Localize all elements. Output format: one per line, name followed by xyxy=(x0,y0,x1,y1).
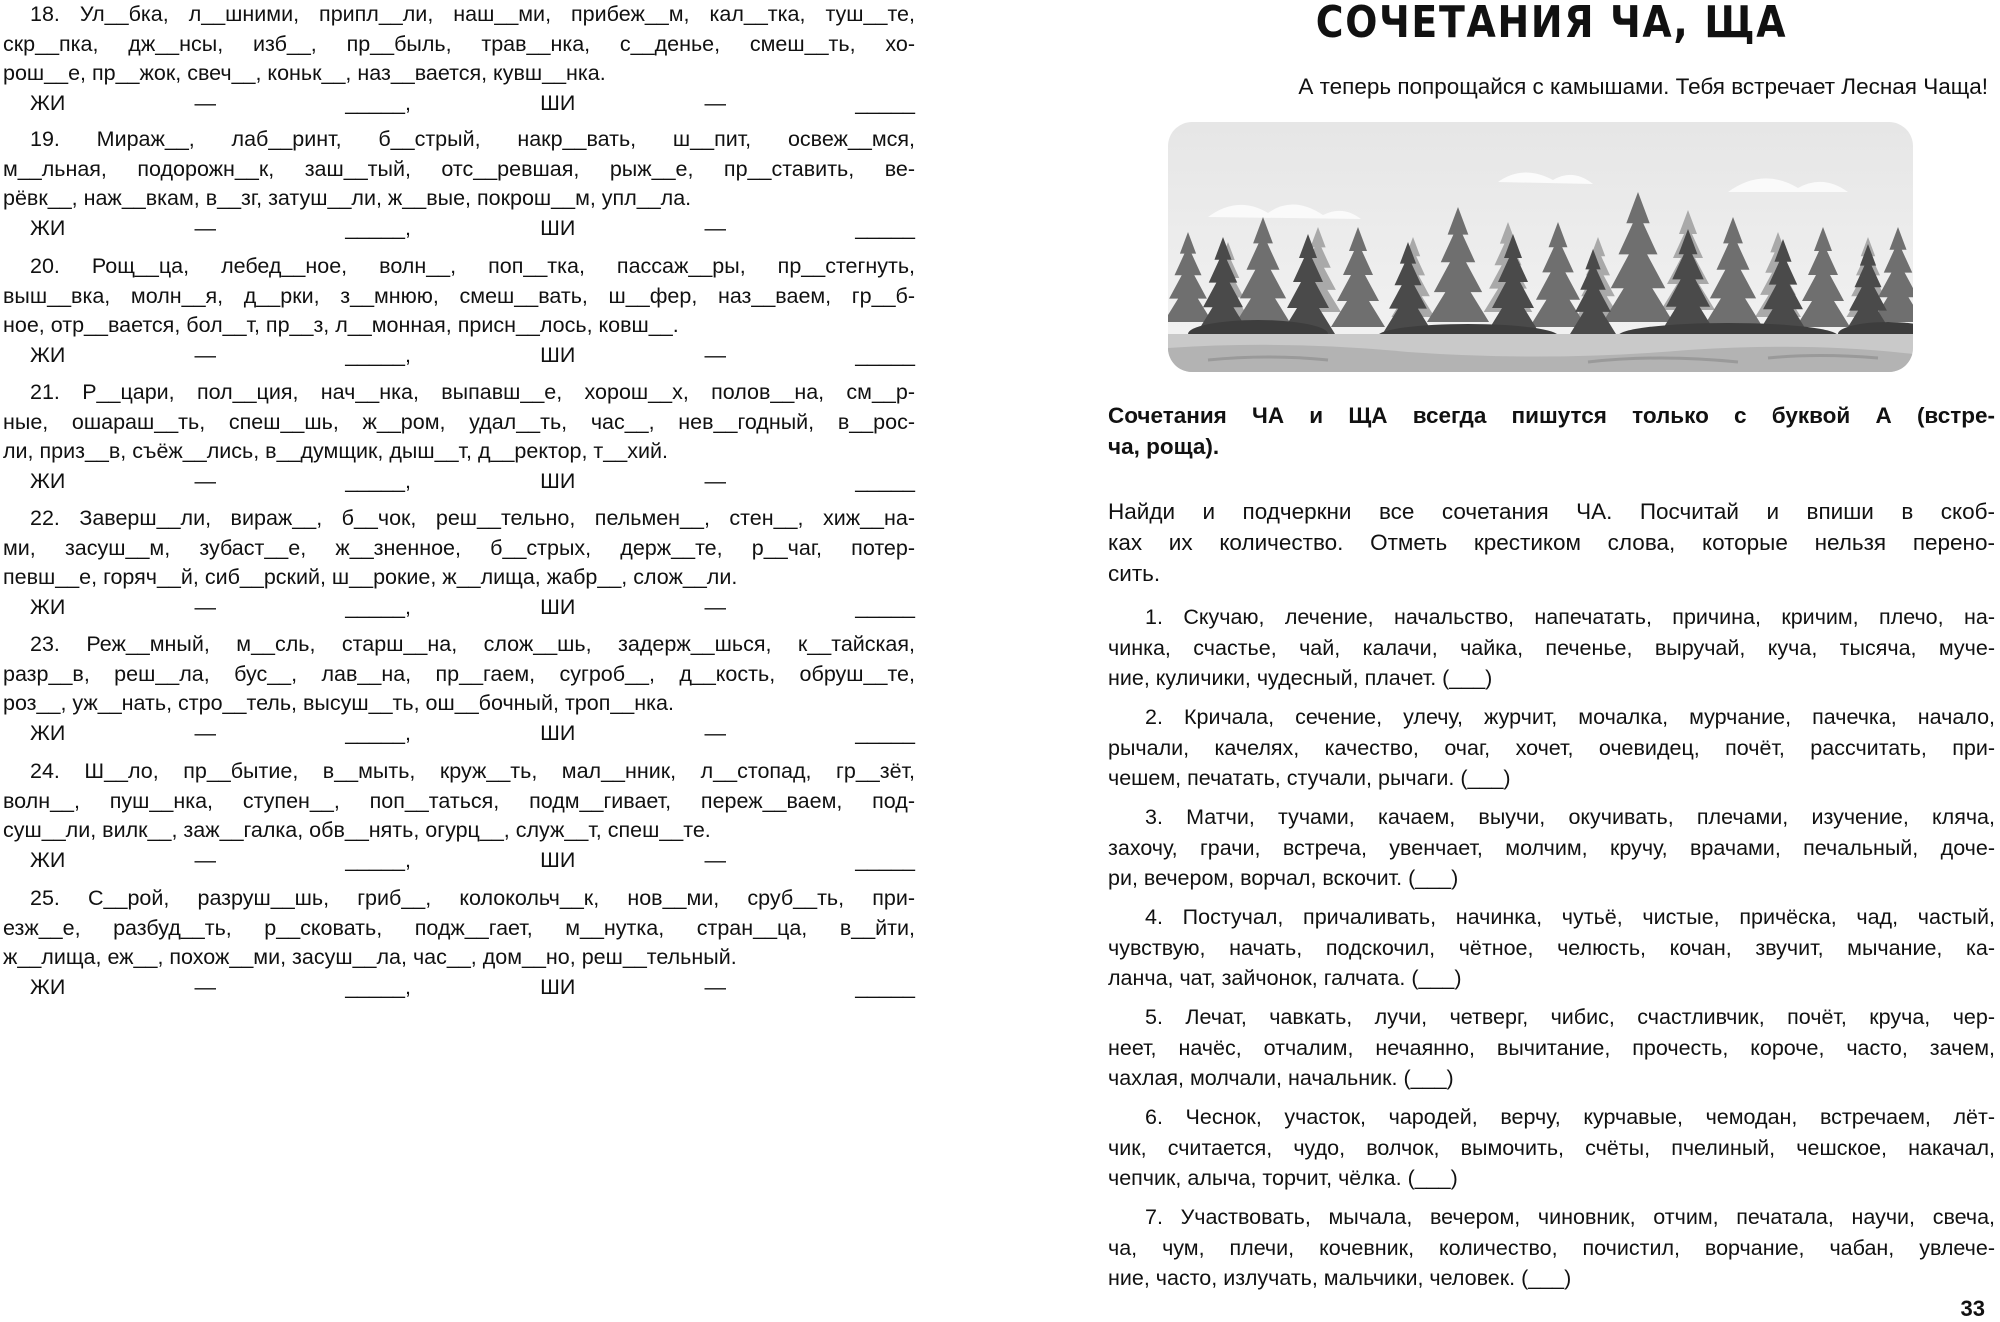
page-title: СОЧЕТАНИЯ ЧА, ЩА xyxy=(1315,0,1788,48)
exercise-line: 24. Ш__ло, пр__бытие, в__мыть, круж__ть, мал__нник, л__стопад, гр__зёт, xyxy=(30,759,915,783)
exercise-line: ли, приз__в, съёж__лись, в__думщик, дыш__т, д__ректор, т__хий. xyxy=(3,439,668,463)
word-list-line: чепчик, алыча, торчит, чёлка. (___) xyxy=(1108,1166,1458,1190)
exercise-line: выш__вка, молн__я, д__рки, з__мнюю, смеш__вать, ш__фер, наз__ваем, гр__б- xyxy=(3,283,915,308)
exercise-line: ж__лища, еж__, похож__ми, засуш__ла, час__, дом__но, реш__тельный. xyxy=(3,945,737,969)
exercise-line: 18. Ул__бка, л__шними, припл__ли, наш__ми, прибеж__м, кал__тка, туш__те, xyxy=(30,2,915,26)
exercise-line: суш__ли, вилк__, заж__галка, обв__нять, огурц__, служ__т, спеш__те. xyxy=(3,818,711,842)
word-list-line: рычали, качелях, качество, очаг, хочет, очевидец, почёт, рассчитать, при- xyxy=(1108,735,1995,760)
exercise-22 xyxy=(3,504,915,621)
word-list-item-2 xyxy=(1108,702,1995,794)
exercise-25 xyxy=(3,884,915,1001)
exercise-line: роз__, уж__нать, стро__тель, высуш__ть, ош__бочный, троп__нка. xyxy=(3,691,674,715)
rule-block xyxy=(1108,400,1995,462)
task-line: сить. xyxy=(1108,561,1161,586)
word-list-line: неет, начёс, отчалим, нечаянно, вычитание, прочесть, короче, часто, зачем, xyxy=(1108,1035,1995,1060)
task-instructions xyxy=(1108,496,1995,589)
task-line: Найди и подчеркни все сочетания ЧА. Посчитай и впиши в скоб- xyxy=(1108,499,1995,524)
word-list-item-6 xyxy=(1108,1102,1995,1194)
word-list-line: 7. Участвовать, мычала, вечером, чиновник, отчим, печатала, научи, свеча, xyxy=(1145,1205,1995,1229)
exercise-line: ми, засуш__м, зубаст__е, ж__зненное, б__стрых, держ__те, р__чаг, потер- xyxy=(3,535,915,560)
word-list-line: чик, считается, чудо, волчок, вымочить, счёты, пчелиный, чешское, накачал, xyxy=(1108,1135,1995,1160)
word-list-item-5 xyxy=(1108,1002,1995,1094)
answer-blanks: ЖИ — _____, ШИ — _____ xyxy=(30,720,915,745)
word-list-line: ча, чум, плечи, кочевник, количество, почистил, ворчание, чабан, увлече- xyxy=(1108,1235,1995,1260)
word-list-line: 5. Лечат, чавкать, лучи, четверг, чибис, счастливчик, почёт, круча, чер- xyxy=(1145,1005,1995,1029)
exercise-line: м__льная, подорожн__к, заш__тый, отс__ревшая, рыж__е, пр__ставить, ве- xyxy=(3,156,915,181)
answer-blanks: ЖИ — _____, ШИ — _____ xyxy=(30,215,915,240)
exercise-19 xyxy=(3,125,915,242)
word-list-line: ние, часто, излучать, мальчики, человек. (___) xyxy=(1108,1266,1572,1290)
page-number: 33 xyxy=(1960,1296,1985,1321)
exercise-line: езж__е, разбуд__ть, р__сковать, подж__гает, м__нутка, стран__ца, в__йти, xyxy=(3,915,915,940)
exercise-23 xyxy=(3,630,915,747)
exercise-line: ное, отр__вается, бол__т, пр__з, л__монная, присн__лось, ковш__. xyxy=(3,313,679,337)
left-page xyxy=(0,0,918,1322)
exercise-line: скр__пка, дж__нсы, изб__, пр__быль, трав__нка, с__денье, смеш__ть, хо- xyxy=(3,31,915,56)
task-line: ках их количество. Отметь крестиком слова, которые нельзя перено- xyxy=(1108,530,1995,555)
word-list-item-3 xyxy=(1108,802,1995,894)
word-list-line: ние, куличики, чудесный, плачет. (___) xyxy=(1108,666,1493,690)
word-list-line: 4. Постучал, причаливать, начинка, чутьё, чистые, причёска, чад, частый, xyxy=(1145,905,1995,929)
word-list-line: захочу, грачи, встреча, увенчает, молчим, кручу, врачами, печальный, доче- xyxy=(1108,835,1995,860)
word-list-line: 3. Матчи, тучами, качаем, выучи, окучивать, плечами, изучение, кляча, xyxy=(1145,805,1995,829)
word-list-item-7 xyxy=(1108,1202,1995,1294)
exercise-line: волн__, пуш__нка, ступен__, поп__таться, подм__гивает, переж__ваем, под- xyxy=(3,788,915,813)
answer-blanks: ЖИ — _____, ШИ — _____ xyxy=(30,594,915,619)
exercise-line: 23. Реж__мный, м__сль, старш__на, слож__шь, задерж__шься, к__тайская, xyxy=(30,632,915,656)
word-list-line: 2. Кричала, сечение, улечу, журчит, мочалка, мурчание, пачечка, начало, xyxy=(1145,705,1995,729)
exercise-18 xyxy=(3,0,915,117)
answer-blanks: ЖИ — _____, ШИ — _____ xyxy=(30,468,915,493)
answer-blanks: ЖИ — _____, ШИ — _____ xyxy=(30,342,915,367)
word-list-item-4 xyxy=(1108,902,1995,994)
exercise-20 xyxy=(3,252,915,369)
exercise-line: рош__е, пр__жок, свеч__, коньк__, наз__вается, кувш__нка. xyxy=(3,61,606,85)
answer-blanks: ЖИ — _____, ШИ — _____ xyxy=(30,90,915,115)
right-page xyxy=(1108,0,1995,1322)
exercise-line: 20. Рощ__ца, лебед__ное, волн__, поп__тка, пассаж__ры, пр__стегнуть, xyxy=(30,254,915,278)
word-list-line: чахлая, молчали, начальник. (___) xyxy=(1108,1066,1454,1090)
exercise-24 xyxy=(3,757,915,874)
exercise-line: разр__в, реш__ла, бус__, лав__на, пр__гаем, сугроб__, д__кость, обруш__те, xyxy=(3,661,915,686)
intro-text: А теперь попрощайся с камышами. Тебя встречает Лесная Чаща! xyxy=(1298,74,1988,99)
word-list-line: 1. Скучаю, лечение, начальство, напечатать, причина, кричим, плечо, на- xyxy=(1145,605,1995,629)
word-list-line: чешем, печатать, стучали, рычаги. (___) xyxy=(1108,766,1511,790)
word-list-item-1 xyxy=(1108,602,1995,694)
word-list-line: 6. Чеснок, участок, чародей, верчу, курчавые, чемодан, встречаем, лёт- xyxy=(1145,1105,1995,1129)
exercise-21 xyxy=(3,378,915,495)
forest-illustration xyxy=(1168,122,1913,372)
word-list-line: ланча, чат, зайчонок, галчата. (___) xyxy=(1108,966,1462,990)
answer-blanks: ЖИ — _____, ШИ — _____ xyxy=(30,974,915,999)
answer-blanks: ЖИ — _____, ШИ — _____ xyxy=(30,847,915,872)
word-list-line: ри, вечером, ворчал, вскочит. (___) xyxy=(1108,866,1459,890)
exercise-line: рёвк__, наж__вкам, в__зг, затуш__ли, ж__вые, покрош__м, упл__ла. xyxy=(3,186,692,210)
exercise-line: ные, ошараш__ть, спеш__шь, ж__ром, удал__ть, час__, нев__годный, в__рос- xyxy=(3,409,915,434)
rule-line: Сочетания ЧА и ЩА всегда пишутся только с буквой А (встре- xyxy=(1108,403,1995,428)
rule-line: ча, роща). xyxy=(1108,434,1220,459)
exercise-line: 25. С__рой, разруш__шь, гриб__, колокольч__к, нов__ми, сруб__ть, при- xyxy=(30,886,915,910)
word-list-line: чинка, счастье, чай, калачи, чайка, печенье, выручай, куча, тысяча, муче- xyxy=(1108,635,1995,660)
word-list-line: чувствую, начать, подскочил, чётное, челюсть, кочан, звучит, мычание, ка- xyxy=(1108,935,1995,960)
exercise-line: 19. Мираж__, лаб__ринт, б__стрый, накр__вать, ш__пит, освеж__мся, xyxy=(30,127,915,151)
exercise-line: певш__е, горяч__й, сиб__рский, ш__рокие, ж__лища, жабр__, слож__ли. xyxy=(3,565,738,589)
exercise-line: 22. Заверш__ли, вираж__, б__чок, реш__тельно, пельмен__, стен__, хиж__на- xyxy=(30,506,915,530)
forest-image xyxy=(1168,122,1913,372)
exercise-line: 21. Р__цари, пол__ция, нач__нка, выпавш__е, хорош__х, полов__на, см__р- xyxy=(30,380,915,404)
